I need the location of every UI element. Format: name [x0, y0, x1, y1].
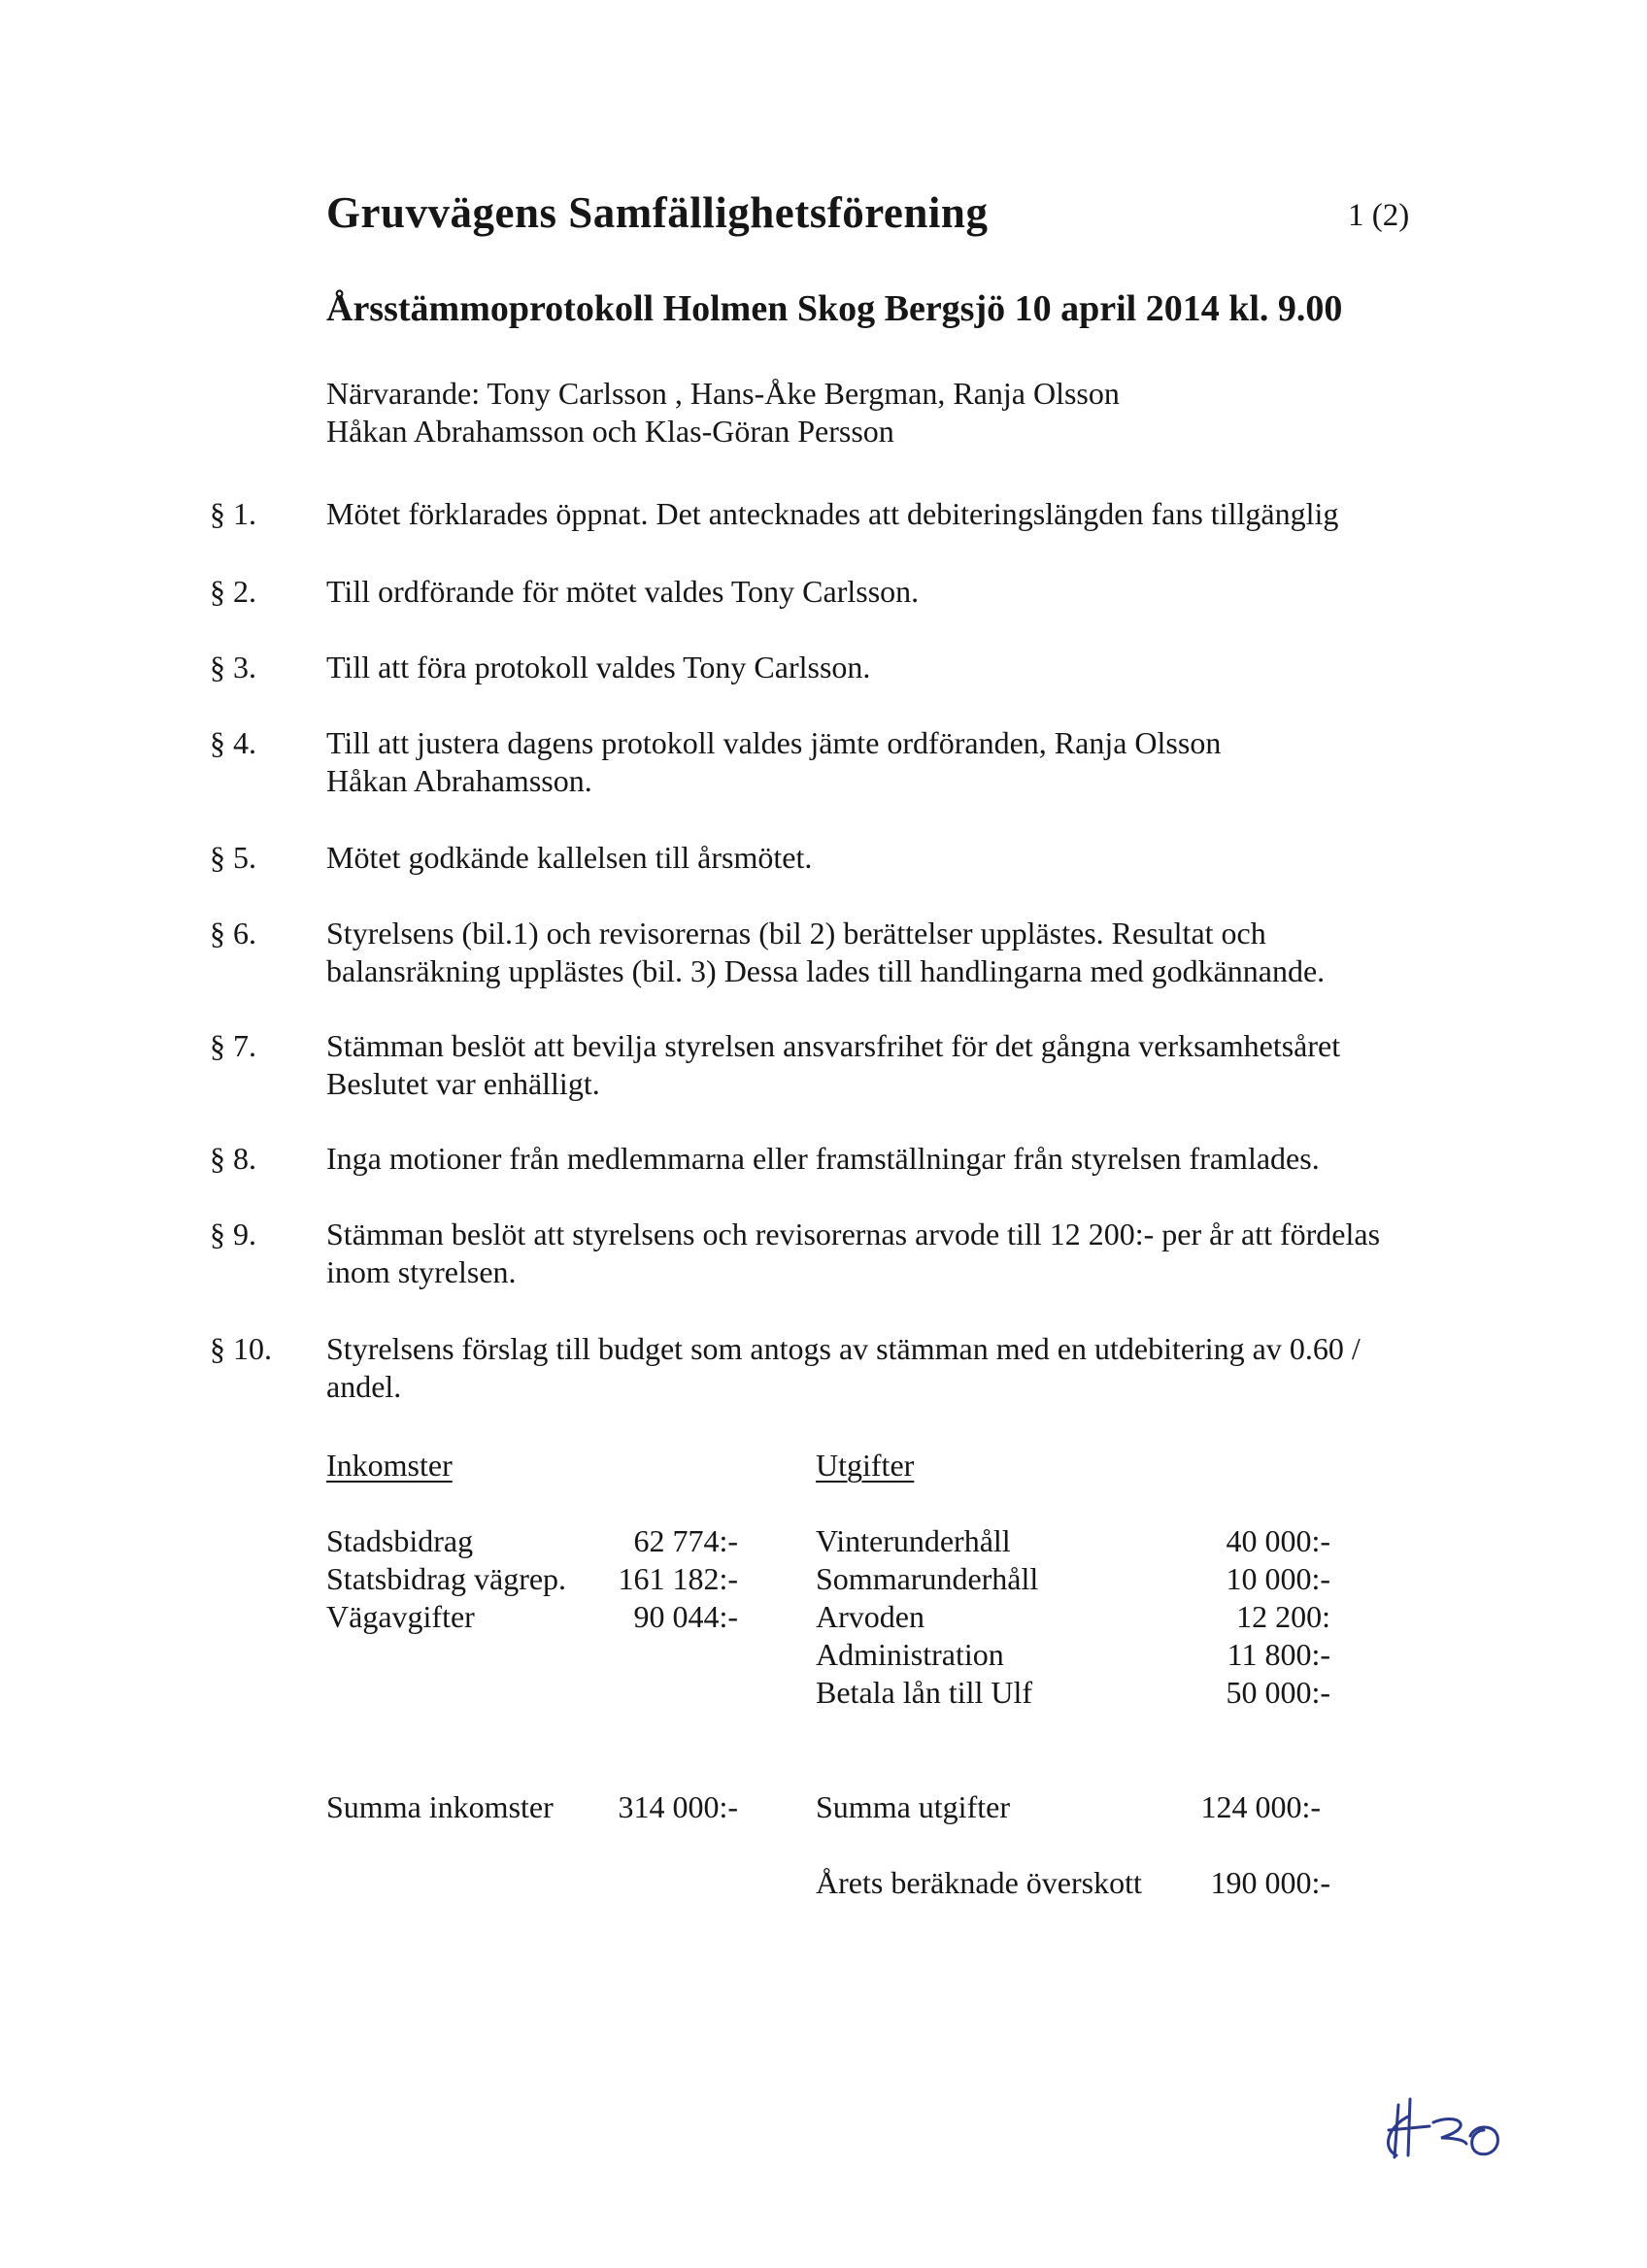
total-expense-label: Summa utgifter [816, 1789, 1010, 1824]
section-number: § 10. [210, 1331, 272, 1366]
expense-heading: Utgifter [816, 1448, 915, 1483]
total-income-label: Summa inkomster [326, 1789, 554, 1824]
total-expense-amount: 124 000:- [1200, 1789, 1321, 1824]
section-text: Till att föra protokoll valdes Tony Carlsson. [326, 650, 871, 684]
expense-label: Administration [816, 1637, 1004, 1672]
attendees-line: Håkan Abrahamsson och Klas-Göran Persson [326, 414, 894, 449]
section-text: Stämman beslöt att bevilja styrelsen ansvarsfrihet för det gångna verksamhetsåret Beslutet var enhälligt. [326, 1028, 1341, 1101]
section-number: § 5. [210, 840, 256, 875]
expense-amount: 12 200: [1236, 1599, 1330, 1634]
section-number: § 1. [210, 496, 256, 531]
page-number: 1 (2) [1348, 198, 1410, 233]
section-text: Mötet godkände kallelsen till årsmötet. [326, 840, 813, 875]
section-text: Styrelsens (bil.1) och revisorernas (bil 2) berättelser upplästes. Resultat och balansräkning upplästes (bil. 3) Dessa lades till handlingarna med godkännande. [326, 916, 1326, 988]
expense-label: Vinterunderhåll [816, 1523, 1011, 1558]
income-heading: Inkomster [326, 1448, 453, 1483]
income-label: Statsbidrag vägrep. [326, 1561, 567, 1596]
section-number: § 6. [210, 916, 256, 951]
total-income-amount: 314 000:- [618, 1789, 738, 1824]
section-number: § 4. [210, 725, 256, 760]
income-amount: 62 774:- [633, 1523, 738, 1558]
attendees [326, 375, 1120, 450]
expense-amount: 11 800:- [1227, 1637, 1330, 1672]
section-text: Mötet förklarades öppnat. Det antecknades att debiteringslängden fans tillgänglig [326, 496, 1339, 531]
section-number: § 8. [210, 1141, 256, 1176]
section-text: Till att justera dagens protokoll valdes jämte ordföranden, Ranja Olsson Håkan Abrahamsson. [326, 725, 1222, 798]
income-amount: 161 182:- [618, 1561, 738, 1596]
income-label: Stadsbidrag [326, 1523, 474, 1558]
attendees-line: Närvarande: Tony Carlsson , Hans-Åke Bergman, Ranja Olsson [326, 376, 1120, 411]
document-title: Årsstämmoprotokoll Holmen Skog Bergsjö 10 april 2014 kl. 9.00 [326, 288, 1343, 329]
expense-amount: 40 000:- [1226, 1523, 1330, 1558]
expense-amount: 10 000:- [1226, 1561, 1330, 1596]
organization-name: Gruvvägens Samfällighetsförening [326, 188, 989, 237]
handwritten-signature [1369, 2087, 1544, 2185]
expense-amount: 50 000:- [1226, 1675, 1330, 1710]
section-number: § 2. [210, 574, 256, 609]
income-label: Vägavgifter [326, 1599, 475, 1634]
income-amount: 90 044:- [633, 1599, 738, 1634]
section-number: § 3. [210, 650, 256, 684]
expense-label: Arvoden [816, 1599, 924, 1634]
section-text: Stämman beslöt att styrelsens och revisorernas arvode till 12 200:- per år att fördelas inom styrelsen. [326, 1217, 1381, 1289]
section-text: Styrelsens förslag till budget som antogs av stämman med en utdebitering av 0.60 / andel. [326, 1331, 1361, 1404]
expense-label: Betala lån till Ulf [816, 1675, 1033, 1710]
section-number: § 9. [210, 1217, 256, 1251]
expense-label: Sommarunderhåll [816, 1561, 1039, 1596]
section-number: § 7. [210, 1028, 256, 1063]
section-text: Till ordförande för mötet valdes Tony Carlsson. [326, 574, 920, 609]
section-text: Inga motioner från medlemmarna eller framställningar från styrelsen framlades. [326, 1141, 1320, 1176]
surplus-label: Årets beräknade överskott [816, 1865, 1142, 1900]
surplus-amount: 190 000:- [1210, 1865, 1330, 1900]
